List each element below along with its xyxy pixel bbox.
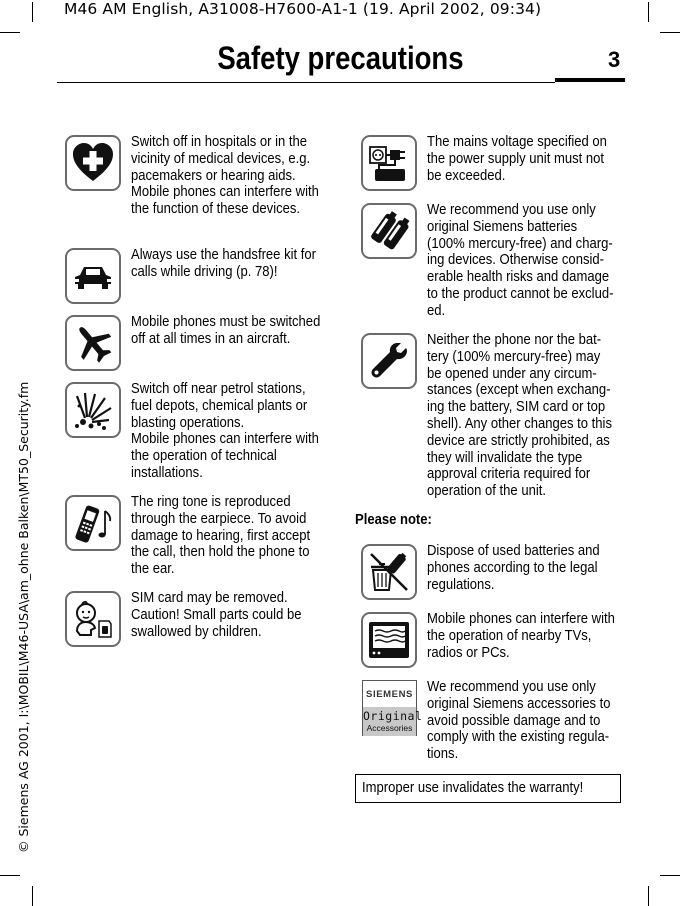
explosion-icon	[65, 382, 121, 438]
page-title: Safety precautions	[217, 40, 464, 76]
header-rule-accent	[555, 78, 625, 82]
warranty-text: Improper use invalidates the warranty!	[362, 780, 584, 796]
crop-mark	[648, 2, 649, 22]
note-text-disposal: Dispose of used batteries and phones according to the legal regulations.	[427, 543, 600, 593]
crop-mark	[32, 886, 33, 906]
battery-disposal-icon	[361, 544, 417, 600]
safety-text-petrol: Switch off near petrol stations, fuel depots, chemical plants or blasting operations. Mobile phones can interfere with the operation of technical installations.	[131, 381, 319, 481]
crop-mark	[660, 875, 680, 876]
safety-text-aircraft: Mobile phones must be switched off at all times in an aircraft.	[131, 314, 321, 347]
warranty-box	[355, 774, 621, 803]
crop-mark	[660, 32, 680, 33]
crop-mark	[0, 32, 20, 33]
note-text-interference: Mobile phones can interfere with the operation of nearby TVs, radios or PCs.	[427, 611, 615, 661]
safety-text-ringtone: The ring tone is reproduced through the earpiece. To avoid damage to hearing, first accept the call, then hold the phone to the ear.	[131, 494, 311, 578]
original-label: Original	[363, 709, 423, 723]
child-sim-card-icon	[65, 591, 121, 647]
power-supply-icon	[361, 135, 417, 191]
airplane-icon	[65, 315, 121, 371]
header-rule	[57, 82, 555, 83]
safety-text-opening: Neither the phone nor the bat-tery (100% mercury-free) may be opened under any circum-stances (except when exchang-ing the battery, SIM card or top shell). Any other changes to this device are strictly prohibited, as they will invalidate the type approval criteria required for operation of the unit.	[427, 332, 612, 500]
note-label: Please note:	[355, 512, 432, 528]
safety-text-batteries: We recommend you use only original Siemens batteries (100% mercury-free) and charg-ing devices. Otherwise consid-erable health risks and damage to the product cannot be exclud-ed.	[427, 202, 614, 319]
copyright-path: © Siemens AG 2001, I:\MOBIL\M46-USA\am_ohne Balken\MT50_Security.fm	[16, 381, 31, 853]
crop-mark	[648, 886, 649, 906]
siemens-brand: SIEMENS	[363, 681, 416, 707]
safety-text-driving: Always use the handsfree kit for calls while driving (p. 78)!	[131, 247, 316, 280]
medical-cross-icon	[65, 135, 121, 191]
page-number: 3	[608, 47, 621, 72]
safety-text-hospital: Switch off in hospitals or in the vicinity of medical devices, e.g. pacemakers or hearing aids. Mobile phones can interfere with the function of these devices.	[131, 134, 319, 218]
crop-mark	[32, 2, 33, 22]
document-id: M46 AM English, A31008-H7600-A1-1 (19. April 2002, 09:34)	[64, 0, 542, 18]
wrench-icon	[361, 333, 417, 389]
car-icon	[65, 248, 121, 304]
battery-icon	[361, 203, 417, 259]
accessories-label: Accessories	[366, 723, 413, 733]
siemens-original-accessories-logo	[362, 680, 423, 736]
safety-text-sim-card: SIM card may be removed. Caution! Small parts could be swallowed by children.	[131, 590, 302, 640]
safety-text-mains-voltage: The mains voltage specified on the power supply unit must not be exceeded.	[427, 134, 607, 184]
tv-interference-icon	[361, 612, 417, 668]
crop-mark	[0, 875, 20, 876]
phone-ringtone-icon	[65, 495, 121, 551]
note-text-accessories: We recommend you use only original Siemens accessories to avoid possible damage and to comply with the existing regula-tions.	[427, 679, 611, 763]
